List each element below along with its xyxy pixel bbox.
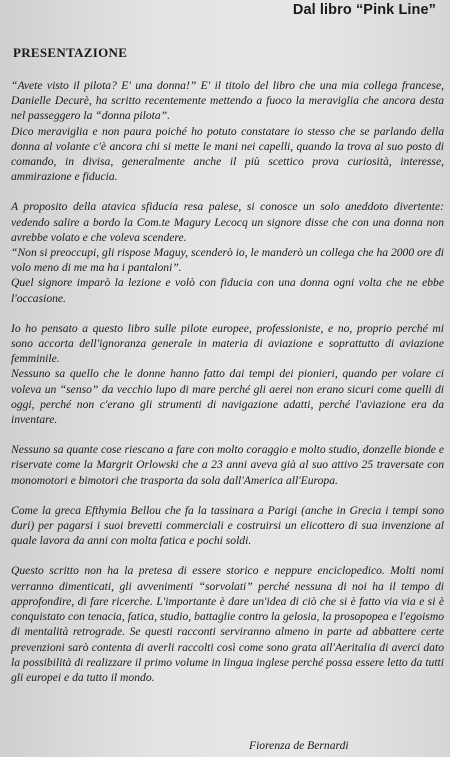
- paragraph-5: [11, 503, 444, 549]
- paragraph-line: Io ho pensato a questo libro sulle pilote europee, professioniste, e no, proprio perché mi sono accorta dell'ignoranza generale in materia di aviazione e soprattutto di aviazione femminile.: [11, 321, 444, 366]
- paragraph-6: [11, 563, 444, 685]
- paragraph-line: A proposito della atavica sfiducia resa palese, si conosce un solo aneddoto divertente: vedendo salire a bordo la Com.te Magury Lecocq un signore disse che con una donna non avrebbe volato e che voleva scendere.: [11, 200, 444, 244]
- paragraph-line: Come la greca Efthymia Bellou che fa la tassinara a Parigi (anche in Grecia i tempi sono duri) per pagarsi i suoi brevetti commerciali e costruirsi un elicottero di sua invenzione al quale lavora da anni con molta fatica e pochi soldi.: [11, 503, 444, 548]
- paragraph-line: Questo scritto non ha la pretesa di essere storico e neppure enciclopedico. Molti nomi verranno dimenticati, gli avvenimenti “sorvolati” perché nessuna di noi ha il tempo di approfondire, di fare ricerche. L'importante è dare un'idea di ciò che si è fatto via via e si è conquistato con tenacia, fatica, studio, battaglie contro la gelosia, la prosopopea e l'egoismo di mentalità retrograde. Se questi racconti serviranno almeno in parte ad abbattere certe prevenzioni sarò contenta di averli raccolti così come sono grata all'Aeritalia di averci dato la possibilità di realizzare il primo volume in lingua inglese perché possa essere letto da tutti gli europei e da tutto il mondo.: [11, 564, 444, 684]
- presentation-body: [11, 78, 444, 700]
- paragraph-line: “Avete visto il pilota? E' una donna!” E' il titolo del libro che una mia collega francese, Danielle Decurè, ha scritto recentemente mettendo a fuoco la meraviglia che ancora desta nel passeggero la “donna pilota”.: [11, 79, 444, 123]
- paragraph-4: [11, 442, 444, 488]
- author-signature: Fiorenza de Bernardi: [249, 739, 349, 752]
- paragraph-line: Quel signore imparò la lezione e volò con fiducia con una donna ogni volta che ne ebbe l'occasione.: [11, 276, 444, 305]
- book-heading: Dal libro “Pink Line”: [292, 2, 436, 18]
- paragraph-line: Nessuno sa quello che le donne hanno fatto dai tempi dei pionieri, quando per volare ci voleva un “senso” da vecchio lupo di mare perché gli aerei non erano sicuri come quelli di oggi, perché non c'erano gli strumenti di navigazione adatti, perché l'aviazione era da inventare.: [11, 367, 444, 427]
- paragraph-1: [11, 78, 444, 184]
- paragraph-line: “Non si preoccupi, gli rispose Maguy, scenderò io, le manderò un collega che ha 2000 ore di volo meno di me ma ha i pantaloni”.: [11, 246, 444, 275]
- paragraph-line: Dico meraviglia e non paura poiché ho potuto constatare io stesso che se parlando della donna al volante c'è ancora chi si mette le mani nei capelli, quando la trova al suo posto di comando, in divisa, generalmente anche il più scettico prova curiosità, interesse, ammirazione e fiducia.: [11, 124, 444, 184]
- paragraph-3: [11, 321, 444, 427]
- section-title: PRESENTAZIONE: [13, 45, 128, 60]
- paragraph-2: [11, 199, 444, 305]
- paragraph-line: Nessuno sa quante cose riescano a fare con molto coraggio e molto studio, donzelle bionde e riservate come la Margrit Orlowski che a 23 anni aveva già al suo attivo 25 traversate con monomotori e bimotori che trasporta da sola dall'America all'Europa.: [11, 443, 444, 487]
